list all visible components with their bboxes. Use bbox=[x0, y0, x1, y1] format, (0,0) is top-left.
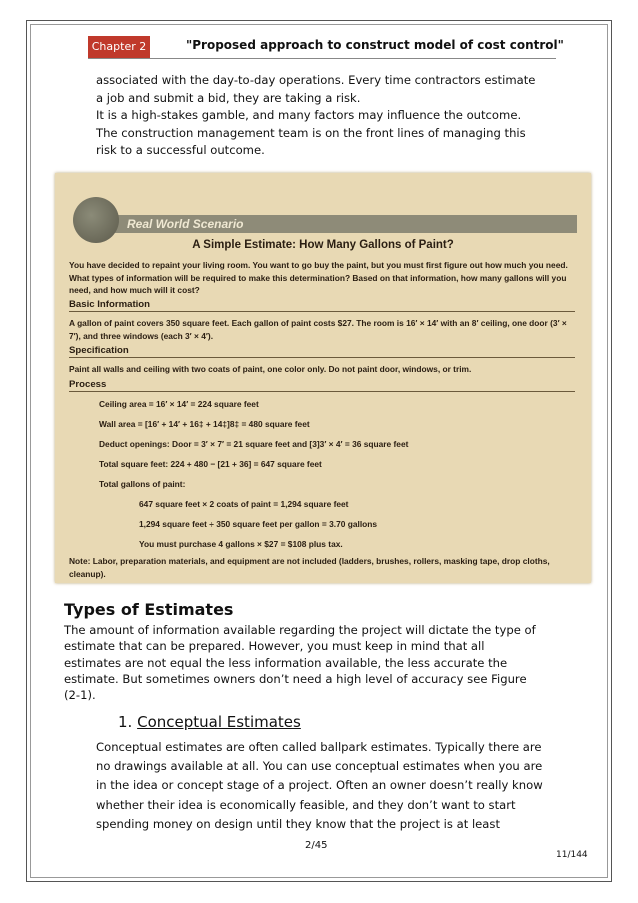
scenario-figure bbox=[55, 173, 591, 583]
conceptual-heading bbox=[118, 713, 301, 731]
conceptual-line: Conceptual estimates are often called ballpark estimates. Typically there are bbox=[96, 740, 542, 754]
process-line: Deduct openings: Door = 3′ × 7′ = 21 square feet and [3]3′ × 4′ = 36 square feet bbox=[99, 439, 409, 449]
types-line: estimate that can be prepared. However, you must keep in mind that all bbox=[64, 639, 485, 654]
process-heading: Process bbox=[69, 379, 575, 392]
types-line: estimates are not equal the less information available, the less accurate the bbox=[64, 655, 508, 670]
scenario-intro: You have decided to repaint your living room. You want to go buy the paint, but you must first figure out how much you need. What types of information will be required to make this determination? Based on that information, how many gallons will you need, and how much will it cost? bbox=[69, 260, 568, 296]
intro-line: associated with the day-to-day operations. Every time contractors estimate bbox=[96, 73, 536, 87]
header-title: "Proposed approach to construct model of cost control" bbox=[186, 38, 564, 52]
types-line: The amount of information available regarding the project will dictate the type of bbox=[64, 623, 536, 637]
scenario-title: A Simple Estimate: How Many Gallons of Paint? bbox=[192, 239, 454, 251]
gallon-line: 1,294 square feet ÷ 350 square feet per gallon = 3.70 gallons bbox=[139, 519, 378, 529]
process-line: Wall area = [16′ + 14′ + 16‡ + 14‡]8‡ = 480 square feet bbox=[99, 419, 310, 429]
conceptual-line: in the idea or concept stage of a project. Often an owner doesn’t really know bbox=[96, 778, 543, 793]
process-line: Total gallons of paint: bbox=[99, 479, 186, 489]
spec-text: Paint all walls and ceiling with two coats of paint, one color only. Do not paint door, windows, or trim. bbox=[69, 364, 472, 374]
types-line: (2-1). bbox=[64, 688, 96, 703]
chapter-tag: Chapter 2 bbox=[88, 36, 150, 58]
page-header bbox=[88, 36, 564, 59]
conceptual-number: 1. bbox=[118, 713, 133, 731]
intro-line: It is a high-stakes gamble, and many factors may influence the outcome. bbox=[96, 108, 522, 122]
process-line: Total square feet: 224 + 480 − [21 + 36] = 647 square feet bbox=[99, 459, 322, 469]
conceptual-line: spending money on design until they know that the project is at least bbox=[96, 816, 500, 831]
intro-line: risk to a successful outcome. bbox=[96, 143, 265, 157]
intro-line: a job and submit a bid, they are taking a risk. bbox=[96, 90, 361, 105]
page-number: 2/45 bbox=[305, 840, 328, 851]
scenario-note: Note: Labor, preparation materials, and equipment are not included (ladders, brushes, rollers, masking tape, drop cloths, cleanup). bbox=[69, 556, 550, 579]
intro-paragraph bbox=[96, 72, 556, 160]
basic-text: A gallon of paint covers 350 square feet. Each gallon of paint costs $27. The room is 16′ × 14′ with an 8′ ceiling, one door (3′ × 7′), and three windows (each 3′ × 4′). bbox=[69, 318, 567, 341]
slide-counter: 11/144 bbox=[556, 850, 588, 860]
types-line: estimate. But sometimes owners don’t need a high level of accuracy see Figure bbox=[64, 671, 527, 686]
conceptual-paragraph bbox=[96, 738, 556, 834]
basic-heading: Basic Information bbox=[69, 299, 575, 312]
conceptual-line: no drawings available at all. You can use conceptual estimates when you are bbox=[96, 759, 543, 774]
gallon-line: 647 square feet × 2 coats of paint = 1,294 square feet bbox=[139, 499, 349, 509]
types-heading: Types of Estimates bbox=[64, 600, 234, 619]
spec-heading: Specification bbox=[69, 345, 575, 358]
scenario-banner: Real World Scenario bbox=[87, 215, 577, 233]
conceptual-line: whether their idea is economically feasible, and they don’t want to start bbox=[96, 797, 516, 812]
intro-line: The construction management team is on the front lines of managing this bbox=[96, 125, 526, 140]
types-paragraph bbox=[64, 622, 544, 703]
process-line: Ceiling area = 16′ × 14′ = 224 square feet bbox=[99, 399, 259, 409]
gallon-line: You must purchase 4 gallons × $27 = $108 plus tax. bbox=[139, 539, 343, 549]
conceptual-title: Conceptual Estimates bbox=[137, 713, 301, 731]
globe-icon bbox=[73, 197, 119, 243]
